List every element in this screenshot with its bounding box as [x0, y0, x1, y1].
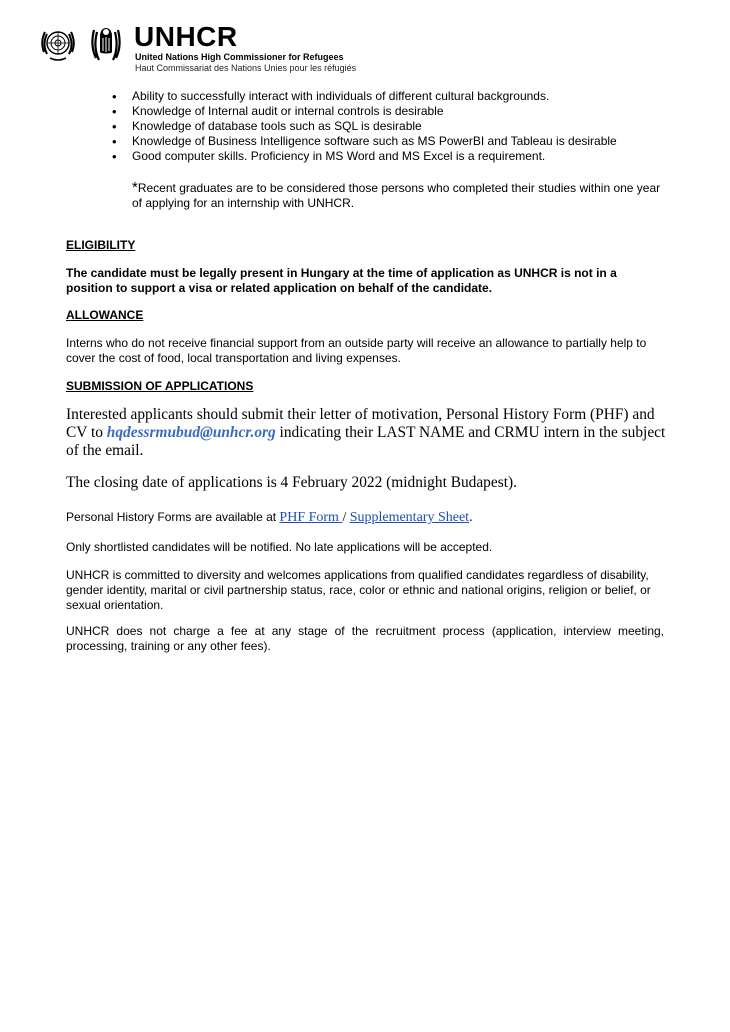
diversity-statement: UNHCR is committed to diversity and welcomes applications from qualified candidates regardless of disability, gender identity, marital or civil partnership status, race, color or ethnic and national origins, religion or belief, or sexual orientation.	[66, 568, 651, 612]
submission-intro	[66, 406, 666, 460]
requirements-list	[106, 89, 686, 164]
brand-subtitle-en: United Nations High Commissioner for Refugees	[135, 52, 344, 62]
un-emblem-icon	[38, 24, 78, 64]
phf-form-link[interactable]: PHF Form	[279, 510, 343, 525]
intro-before: Interested applicants should submit their letter of motivation, Personal History Form (PHF) and CV to	[66, 406, 655, 441]
closing-date: The closing date of applications is 4 February 2022 (midnight Budapest).	[66, 474, 517, 491]
forms-suffix: .	[469, 510, 473, 525]
graduates-note	[132, 180, 672, 211]
shortlisted-notice: Only shortlisted candidates will be notified. No late applications will be accepted.	[66, 540, 493, 554]
letterhead	[38, 20, 438, 76]
brand-subtitle-fr: Haut Commissariat des Nations Unies pour les réfugiés	[135, 63, 357, 73]
forms-availability	[66, 510, 666, 525]
submission-heading: SUBMISSION OF APPLICATIONS	[66, 379, 254, 393]
note-text: Recent graduates are to be considered those persons who completed their studies within one year of applying for an internship with UNHCR.	[132, 181, 661, 210]
eligibility-text: The candidate must be legally present in Hungary at the time of application as UNHCR is not in a position to support a visa or related application on behalf of the candidate.	[66, 266, 617, 295]
list-item: • Ability to successfully interact with individuals of different cultural backgrounds.	[106, 89, 686, 104]
fee-statement: UNHCR does not charge a fee at any stage of the recruitment process (application, interview meeting, processing, training or any other fees).	[66, 624, 664, 653]
email-link[interactable]: hqdessrmubud@unhcr.org	[106, 424, 276, 441]
note-asterisk: *	[132, 179, 138, 196]
forms-prefix: Personal History Forms are available at	[66, 510, 280, 524]
list-item: • Knowledge of Internal audit or internal controls is desirable	[106, 104, 686, 119]
eligibility-heading: ELIGIBILITY	[66, 238, 136, 252]
allowance-heading: ALLOWANCE	[66, 308, 144, 322]
list-item: • Knowledge of database tools such as SQL is desirable	[106, 119, 686, 134]
link-separator: /	[342, 510, 347, 525]
list-item: • Good computer skills. Proficiency in MS Word and MS Excel is a requirement.	[106, 149, 686, 164]
list-item: • Knowledge of Business Intelligence software such as MS PowerBI and Tableau is desirable	[106, 134, 686, 149]
intro-after: indicating their LAST NAME and CRMU intern in the subject of the email.	[66, 424, 666, 459]
brand-name: UNHCR	[134, 21, 238, 52]
unhcr-emblem-icon	[86, 22, 126, 66]
allowance-text: Interns who do not receive financial support from an outside party will receive an allowance to partially help to cover the cost of food, local transportation and living expenses.	[66, 336, 647, 365]
supplementary-sheet-link[interactable]: Supplementary Sheet	[349, 510, 470, 525]
